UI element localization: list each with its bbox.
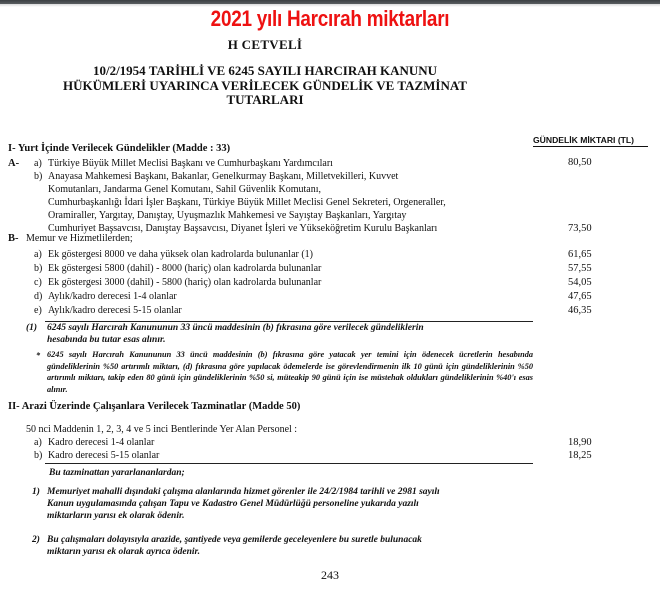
footnote-star-text: 6245 sayılı Harcırah Kanununun 33 üncü maddesinin (b) fıkrasına göre yatacak yer temini için ödenecek ücretlerin hesabında gündeliklerinin %50 artırımlı miktarı, (d) fıkrasına göre yapılacak ödemelerde ise görevlendirmenin ilk 10 günü için gündeliklerinin %50 artırımlı miktarı, takip eden 80 günü için gündeliklerinin %50 si, müteakip 90 günü için ise müstehak oldukları gündeliklerinin %40'ı esas alınır. xyxy=(47,350,533,394)
section-2-item-amount: 18,90 xyxy=(568,437,592,448)
group-a-item-a-text: Türkiye Büyük Millet Meclisi Başkanı ve Cumhurbaşkanı Yardımcıları xyxy=(48,158,333,169)
group-b-label: B- xyxy=(8,233,19,244)
group-b-item-letter: d) xyxy=(34,291,43,302)
beneficiaries-intro: Bu tazminattan yararlananlardan; xyxy=(49,468,185,478)
group-b-item-letter: c) xyxy=(34,277,42,288)
note-1-line: miktarların yarısı ek olarak ödenir. xyxy=(47,511,185,521)
group-a-item-b-letter: b) xyxy=(34,171,43,182)
group-b-item-text: Ek göstergesi 8000 ve daha yüksek olan kadrolarda bulunanlar (1) xyxy=(48,249,314,260)
document-title-line: TUTARLARI xyxy=(226,92,304,107)
note-2-line: Bu çalışmaları dolayısıyla arazide, şantiyede veya gemilerde geceleyenlere bu suretle bulunacak xyxy=(47,535,422,545)
group-a-item-b-line: Anayasa Mahkemesi Başkanı, Bakanlar, Genelkurmay Başkanı, Milletvekilleri, Kuvvet xyxy=(48,171,399,182)
footnote-1-line: 6245 sayılı Harcırah Kanununun 33 üncü maddesinin (b) fıkrasına göre verilecek gündeliklerin xyxy=(47,323,424,333)
section-2-item-text: Kadro derecesi 5-15 olanlar xyxy=(48,450,160,461)
group-a-label: A- xyxy=(8,158,20,169)
group-b-title: Memur ve Hizmetlilerden; xyxy=(26,233,133,244)
column-header-daily-amount: GÜNDELİK MİKTARI (TL) xyxy=(533,135,648,147)
note-1-line: Memuriyet mahalli dışındaki çalışma alanlarında hizmet görenler ile 24/2/1984 tarihli ve 2981 sayılı xyxy=(47,487,440,497)
section-2-item-letter: a) xyxy=(34,437,42,448)
footnote-star-marker: * xyxy=(36,351,41,360)
page-number: 243 xyxy=(321,568,339,582)
group-b-item-amount: 57,55 xyxy=(568,263,592,274)
group-b-item-text: Ek göstergesi 5800 (dahil) - 8000 (hariç) olan kadrolarda bulunanlar xyxy=(48,263,322,274)
group-a-item-b-line: Komutanları, Jandarma Genel Komutanı, Sahil Güvenlik Komutanı, xyxy=(48,184,321,195)
group-a-item-a-amount: 80,50 xyxy=(568,157,592,168)
section-1-title: I- Yurt İçinde Verilecek Gündelikler (Madde : 33) xyxy=(8,143,231,154)
footnote-divider xyxy=(45,321,533,322)
group-b-item-amount: 61,65 xyxy=(568,249,592,260)
note-1-marker: 1) xyxy=(32,487,40,497)
group-b-item-text: Aylık/kadro derecesi 1-4 olanlar xyxy=(48,291,177,302)
footnote-1-marker: (1) xyxy=(26,323,38,333)
group-b-item-letter: a) xyxy=(34,249,42,260)
group-b-item-letter: e) xyxy=(34,305,42,316)
group-b-item-text: Aylık/kadro derecesi 5-15 olanlar xyxy=(48,305,182,316)
footnote-1-line: hesabında bu tutar esas alınır. xyxy=(47,335,166,345)
section-2-item-letter: b) xyxy=(34,450,43,461)
group-a-item-b-amount: 73,50 xyxy=(568,223,592,234)
section-2-subtitle: 50 nci Maddenin 1, 2, 3, 4 ve 5 inci Bentlerinde Yer Alan Personel : xyxy=(26,424,298,435)
section-2-title: II- Arazi Üzerinde Çalışanlara Verilecek Tazminatlar (Madde 50) xyxy=(8,401,301,412)
section-2-item-amount: 18,25 xyxy=(568,450,592,461)
section-2-divider xyxy=(45,463,533,464)
group-b-item-amount: 54,05 xyxy=(568,277,592,288)
document-title xyxy=(0,64,530,108)
section-2-item-text: Kadro derecesi 1-4 olanlar xyxy=(48,437,155,448)
group-b-item-amount: 46,35 xyxy=(568,305,592,316)
note-2-line: miktarın yarısı ek olarak ayrıca ödenir. xyxy=(47,547,201,557)
document-title-line: 10/2/1954 TARİHLİ VE 6245 SAYILI HARCIRAH KANUNU xyxy=(92,63,438,78)
headline: 2021 yılı Harcırah miktarları xyxy=(210,6,450,31)
note-1-line: Kanun uygulamasında çalışan Tapu ve Kadastro Genel Müdürlüğü personeline yukarıda yazılı xyxy=(47,499,419,509)
group-a-item-b-line: Oramiraller, Yargıtay, Danıştay, Uyuşmazlık Mahkemesi ve Sayıştay Başkanları, Yargıtay xyxy=(48,210,407,221)
cetvel-title: H CETVELİ xyxy=(227,37,303,52)
group-b-item-amount: 47,65 xyxy=(568,291,592,302)
document-title-line: HÜKÜMLERİ UYARINCA VERİLECEK GÜNDELİK VE TAZMİNAT xyxy=(63,77,467,93)
group-b-item-text: Ek göstergesi 3000 (dahil) - 5800 (hariç) olan kadrolarda bulunanlar xyxy=(48,277,322,288)
group-b-item-letter: b) xyxy=(34,263,43,274)
note-2-marker: 2) xyxy=(32,535,40,545)
group-a-item-a-letter: a) xyxy=(34,158,42,169)
group-a-item-b-line: Cumhuriyet Başsavcısı, Danıştay Başsavcısı, Diyanet İşleri ve Yükseköğretim Kurulu Başkanları xyxy=(48,223,438,234)
group-a-item-b-line: Cumhurbaşkanlığı İdari İşler Başkanı, Türkiye Büyük Millet Meclisi Genel Sekreteri, Orgeneraller, xyxy=(48,197,446,208)
